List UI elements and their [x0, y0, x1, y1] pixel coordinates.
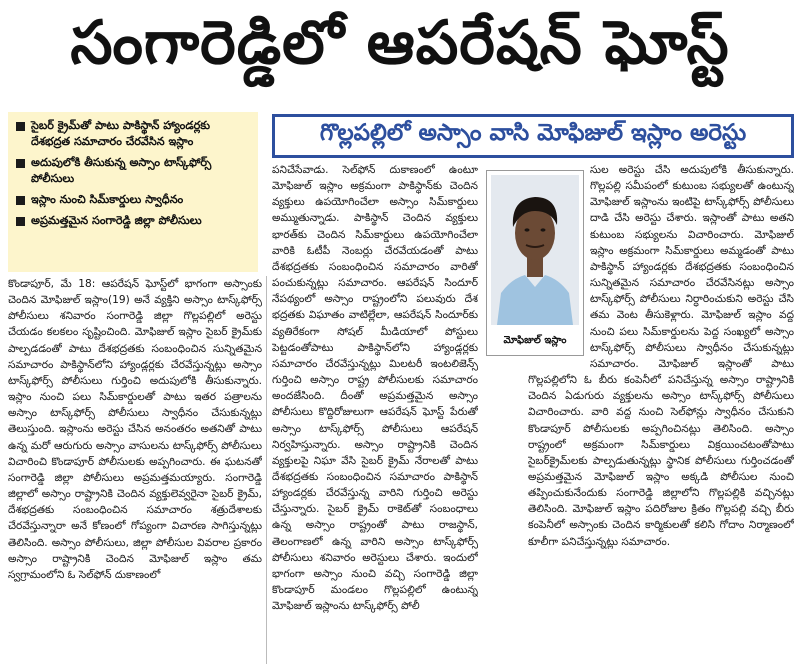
square-bullet-icon — [16, 217, 25, 226]
column-divider — [266, 276, 267, 664]
article-column-1 — [8, 276, 262, 664]
square-bullet-icon — [16, 122, 25, 131]
highlight-item — [16, 192, 252, 208]
subheadline-banner: గొల్లపల్లిలో అస్సాం వాసి మోఫిజుల్ ఇస్లాం అరెస్టు — [272, 114, 794, 158]
highlight-item — [16, 118, 252, 150]
highlight-text: అదుపులోకి తీసుకున్న అస్సాం టాస్క్‌ఫోర్స్ పోలీసులు — [31, 156, 212, 185]
article-column-2 — [272, 162, 478, 664]
highlight-item — [16, 213, 252, 229]
square-bullet-icon — [16, 159, 25, 168]
highlight-text: ఇస్లాం నుంచి సిమ్‌కార్డులు స్వాధీనం — [31, 193, 184, 206]
sidebar-highlights — [8, 112, 258, 272]
article-paragraph: కొండాపూర్, మే 18: ఆపరేషన్ ఘోస్ట్‌లో భాగంగా అస్సాంకు చెందిన మోఫిజుల్ ఇస్లాం(19) అనే వ్యక్తిని అస్సాం టాస్క్‌ఫోర్స్ పోలీసులు శనివారం సంగారెడ్డి జిల్లా గొల్లపల్లిలో అరెస్టు చేయడం కలకలం సృష్టించింది. మోఫిజుల్ ఇస్లాం సైబర్ క్రైమ్‌కు పాల్పడడంతో పాటు దేశభద్రతకు సంబంధించిన సున్నితమైన సమాచారం పాకిస్థాన్‌లోని హ్యాండ్లర్లకు చేరవేస్తున్నట్లు అస్సాం టాస్క్‌ఫోర్స్ పోలీసులు గుర్తించి అదుపులోకి తీసుకున్నారు. ఇస్లాం నుంచి పలు సిమ్‌కార్డులతో పాటు ఇతర పత్రాలను అస్సాం టాస్క్‌ఫోర్స్ పోలీసులు స్వాధీనం చేసుకున్నట్లు తెలుస్తుంది. ఇస్లాంను అరెస్టు చేసిన అనంతరం అతనితో పాటు ఉన్న మరో ఆరుగురు అస్సాం వాసులను టాస్క్‌ఫోర్స్ పోలీసులు విచారించి కొండాపూర్ పోలీసులకు అప్పగించారు. ఈ ఘటనతో సంగారెడ్డి జిల్లా పోలీసులు అప్రమత్తమయ్యారు. సంగారెడ్డి జిల్లాలో అస్సాం రాష్ట్రానికి చెందిన వ్యక్తులెవ్వరైనా సైబర్ క్రైమ్, దేశభద్రతకు సంబంధించిన సమాచారం శత్రుదేశాలకు చేరవేస్తున్నారా అనే కోణంలో గోప్యంగా విచారణ సాగిస్తున్నట్లు తెలిసింది. అస్సాం పోలీసులు, జిల్లా పోలీసుల వివరాల ప్రకారం అస్సాం రాష్ట్రానికి చెందిన మోఫిజుల్ ఇస్లాం తమ స్వగ్రామంలోని ఓ సెల్‌ఫోన్ దుకాణంలో — [8, 278, 262, 581]
article-paragraph: సుల అరెస్టు చేసి అదుపులోకి తీసుకున్నారు. గొల్లపల్లి సమీపంలో కుటుంబ సభ్యులతో ఉంటున్న మోఫిజుల్ ఇస్లాంను ఇంటిపై టాస్క్‌ఫోర్స్ పోలీసులు దాడి చేసి అరెస్టు చేశారు. ఇస్లాంతో పాటు అతని కుటుంబ సభ్యులను విచారించారు. మోఫిజుల్ ఇస్లాం అక్రమంగా సిమ్‌కార్డులు అమ్మడంతో పాటు పాకిస్థాన్ హ్యాండర్లకు దేశభద్రతకు సంబంధించిన సున్నితమైన సమాచారం చేరవేసినట్లు అస్సాం టాస్క్‌ఫోర్స్ పోలీసులు నిర్ధారించుకుని అరెస్టు చేసి తమ వెంట తీసుకెళ్లారు. మోఫిజుల్ ఇస్లాం వద్ద నుంచి పలు సిమ్‌కార్డులను పెద్ద సంఖ్యలో అస్సాం టాస్క్‌ఫోర్స్ పోలీసులు స్వాధీనం చేసుకున్నట్లు సమాచారం. మోఫిజుల్ ఇస్లాంతో పాటు గొల్లపల్లిలోని ఓ బీరు కంపెనీలో పనిచేస్తున్న అస్సాం రాష్ట్రానికి చెందిన ఏడుగురు వ్యక్తులను అస్సాం టాస్క్‌ఫోర్స్ పోలీసులు విచారించారు. వారి వద్ద నుంచి సెల్‌ఫోన్లు స్వాధీనం చేసుకుని కొండాపూర్ పోలీసులకు అప్పగించినట్లు తెలిసింది. అస్సాం రాష్ట్రంలో అక్రమంగా సిమ్‌కార్డులు విక్రయించటంతోపాటు సైబర్‌క్రైమ్‌లకు పాల్పడుతున్నట్లు స్థానిక పోలీసులు గుర్తించడంతో అప్రమత్తమైన మోఫిజుల్ ఇస్లాం అక్కడి పోలీసుల నుంచి తప్పించుకునేందుకు సంగారెడ్డి జిల్లాలోని గొల్లపల్లికి వచ్చినట్లు తెలిసింది. మోఫిజుల్ ఇస్లాం పదిరోజుల క్రితం గొల్లపల్లి వచ్చి బీరు కంపెనీలో అస్సాంకు చెందిన కార్మికులతో కలిసి గోదాం నిర్మాణంలో కూలీగా పనిచేస్తున్నట్లు సమాచారం. — [528, 164, 794, 548]
article-paragraph: పనిచేసేవాడు. సెల్‌ఫోన్ దుకాణంలో ఉంటూ మోఫిజుల్ ఇస్లాం అక్రమంగా పాకిస్థాన్‌కు చెందిన వ్యక్తులు ఉపయోగించేలా అస్సాం సిమ్‌కార్డులు అమ్ముతున్నాడు. పాకిస్థాన్ చెందిన వ్యక్తులు భారత్‌కు చెందిన సిమ్‌కార్డులు ఉపయోగించేలా వారికి ఓటీపీ నెంబర్లు చేరవేయడంతో పాటు దేశభద్రతకు సంబంధించిన సమాచారం వారితో పంచుకున్నట్లు సమాచారం. ఆపరేషన్ సిందూర్ నేపథ్యంలో అస్సాం రాష్ట్రంలోని పలువురు దేశ భద్రతకు విఘాతం వాటిల్లేలా, ఆపరేషన్ సిందూర్‌కు వ్యతిరేకంగా సోషల్ మీడియాలో పోస్టులు పెట్టడంతోపాటు పాకిస్థాన్‌లోని హ్యాండ్లర్లకు సమాచారం చేరవేస్తున్నట్లు మిలటరీ ఇంటలిజెన్స్ గుర్తించి అస్సాం రాష్ట్ర పోలీసులకు సమాచారం అందజేసింది. దీంతో అప్రమత్తమైన అస్సాం పోలీసులు కొద్దిరోజులుగా ఆపరేషన్ ఘోస్ట్ పేరుతో అస్సాం టాస్క్‌ఫోర్స్ పోలీసులు ఆపరేషన్ నిర్వహిస్తున్నారు. అస్సాం రాష్ట్రానికి చెందిన వ్యక్తులపై నిఘా వేసి సైబర్ క్రైమ్ నేరాలతో పాటు దేశభద్రతకు సంబంధించిన సమాచారం పాకిస్థాన్ హ్యాండర్లకు చేరవేస్తున్న వారిని గుర్తించి అరెస్టు చేస్తున్నారు. సైబర్ క్రైమ్ రాకెట్‌తో సంబంధాలు ఉన్న అస్సాం రాష్ట్రంతో పాటు రాజస్థాన్, తెలంగాణలో ఉన్న వారిని అస్సాం టాస్క్‌ఫోర్స్ పోలీసులు శనివారం అరెస్టులు చేశారు. ఇందులో భాగంగా అస్సాం నుంచి వచ్చి సంగారెడ్డి జిల్లా కొండాపూర్ మండలం గొల్లపల్లిలో ఉంటున్న మోఫిజుల్ ఇస్లాంను టాస్క్‌ఫోర్స్ పోలీ — [272, 164, 478, 613]
highlight-item — [16, 155, 252, 187]
headline: సంగారెడ్డిలో ఆపరేషన్ ఘోస్ట్ — [70, 8, 730, 78]
photo-frame — [486, 170, 584, 356]
highlight-text: సైబర్ క్రైమ్‌తో పాటు పాకిస్థాన్ హ్యాండర్లకు దేశభద్రత సమాచారం చేరవేసిన ఇస్లాం — [31, 119, 210, 148]
person-portrait-icon — [491, 175, 579, 325]
square-bullet-icon — [16, 196, 25, 205]
highlight-text: అప్రమత్తమైన సంగారెడ్డి జిల్లా పోలీసులు — [31, 214, 202, 227]
photo-caption: మోఫిజుల్ ఇస్లాం — [503, 335, 567, 346]
portrait-photo — [491, 175, 579, 325]
